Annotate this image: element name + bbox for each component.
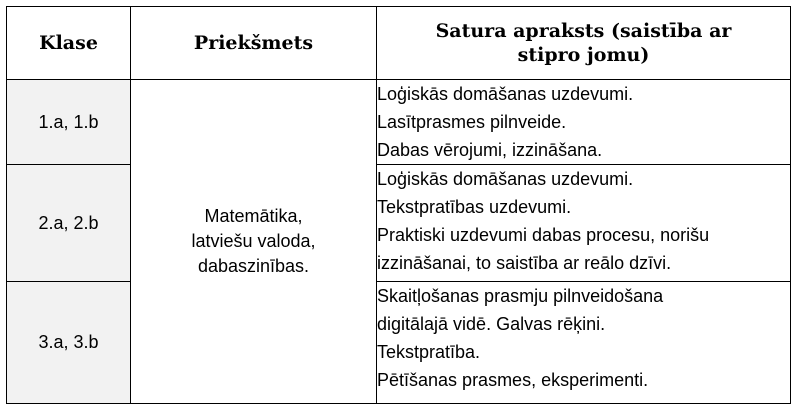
table-row	[7, 165, 791, 282]
subject-line-3: dabaszinības.	[197, 256, 310, 276]
description-line: Loģiskās domāšanas uzdevumi.	[377, 169, 634, 189]
table-row	[7, 80, 791, 165]
subject-line-2: latviešu valoda,	[191, 231, 316, 251]
description-line: Praktiski uzdevumi dabas procesu, norišu	[377, 225, 710, 245]
description-line: Pētīšanas prasmes, eksperimenti.	[377, 370, 649, 390]
class-cell: 1.a, 1.b	[7, 80, 131, 165]
table-row	[7, 282, 791, 404]
header-subject: Priekšmets	[131, 7, 377, 80]
header-class: Klase	[7, 7, 131, 80]
description-cell	[377, 165, 791, 282]
description-line: Skaitļošanas prasmju pilnveidošana	[377, 286, 664, 306]
description-line: Lasītprasmes pilnveide.	[377, 112, 567, 132]
description-line: izzināšanai, to saistība ar reālo dzīvi.	[377, 253, 672, 273]
description-cell	[377, 80, 791, 165]
description-cell	[377, 282, 791, 404]
class-cell: 2.a, 2.b	[7, 165, 131, 282]
curriculum-table	[6, 6, 791, 404]
header-description-line-2: stipro jomu)	[517, 44, 650, 66]
header-row	[7, 7, 791, 80]
description-line: digitālajā vidē. Galvas rēķini.	[377, 314, 606, 334]
description-line: Tekstpratības uzdevumi.	[377, 197, 572, 217]
subject-line-1: Matemātika,	[204, 206, 303, 226]
header-description-line-1: Satura apraksts (saistība ar	[435, 20, 732, 42]
header-description	[377, 7, 791, 80]
description-line: Loģiskās domāšanas uzdevumi.	[377, 84, 634, 104]
subject-cell	[131, 80, 377, 404]
description-line: Dabas vērojumi, izzināšana.	[377, 140, 603, 160]
class-cell: 3.a, 3.b	[7, 282, 131, 404]
description-line: Tekstpratība.	[377, 342, 481, 362]
